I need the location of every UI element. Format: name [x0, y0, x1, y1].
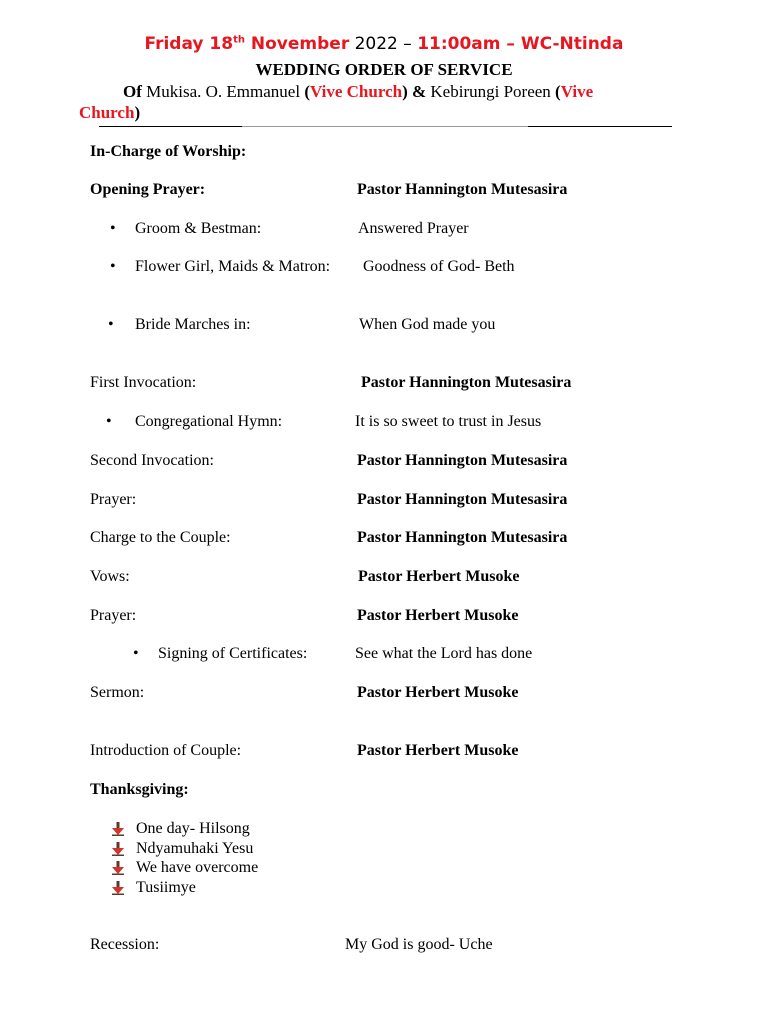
row-groom-bestman	[0, 218, 768, 240]
divider-right	[528, 126, 672, 127]
row-flower-girl	[0, 256, 768, 278]
row-congregational-hymn	[0, 411, 768, 433]
row-label: Opening Prayer:	[90, 181, 206, 198]
arrow-down-icon	[112, 822, 124, 836]
document-title: WEDDING ORDER OF SERVICE	[255, 60, 513, 79]
row-value: Pastor Herbert Musoke	[357, 607, 519, 624]
row-label: Introduction of Couple:	[90, 742, 242, 759]
row-value: Pastor Hannington Mutesasira	[357, 529, 568, 546]
bullet-icon: •	[133, 645, 139, 662]
row-label: Prayer:	[90, 491, 137, 508]
row-signing-certificates	[0, 643, 768, 665]
arrow-down-icon	[112, 881, 124, 895]
row-label: Flower Girl, Maids & Matron:	[135, 258, 331, 275]
row-value: Pastor Hannington Mutesasira	[357, 181, 568, 198]
arrow-down-icon	[112, 861, 124, 875]
of-label: Of	[123, 82, 142, 101]
row-prayer-1	[0, 489, 768, 511]
divider-left	[99, 126, 242, 127]
row-value: Goodness of God- Beth	[363, 258, 515, 275]
bullet-icon: •	[110, 258, 116, 275]
row-introduction-couple	[0, 740, 768, 762]
row-label: Groom & Bestman:	[135, 220, 262, 237]
paren-close-2: )	[134, 103, 141, 122]
row-opening-prayer	[0, 179, 768, 201]
row-label: Recession:	[90, 936, 160, 953]
row-value: It is so sweet to trust in Jesus	[355, 413, 542, 430]
date-suffix: th	[233, 34, 245, 46]
song-title: One day- Hilsong	[136, 820, 250, 837]
row-in-charge-worship	[0, 141, 768, 163]
row-value: Pastor Herbert Musoke	[357, 742, 519, 759]
row-vows	[0, 566, 768, 588]
row-second-invocation	[0, 450, 768, 472]
date-year: 2022 –	[349, 34, 418, 54]
bride-church: Vive Church	[79, 82, 594, 122]
row-label: Signing of Certificates:	[158, 645, 308, 662]
row-label: Prayer:	[90, 607, 137, 624]
row-value: My God is good- Uche	[345, 936, 493, 953]
row-label: Bride Marches in:	[135, 316, 251, 333]
row-value: When God made you	[359, 316, 496, 333]
row-bride-marches	[0, 314, 768, 336]
row-label: Vows:	[90, 568, 130, 585]
row-prayer-2	[0, 605, 768, 627]
row-sermon	[0, 682, 768, 704]
row-thanksgiving	[0, 779, 768, 801]
row-label: First Invocation:	[90, 374, 197, 391]
paren-open-1: (	[304, 82, 310, 101]
paren-open-2: (	[555, 82, 561, 101]
row-label: Congregational Hymn:	[135, 413, 283, 430]
bullet-icon: •	[110, 220, 116, 237]
row-value: Pastor Herbert Musoke	[358, 568, 520, 585]
row-value: Pastor Herbert Musoke	[357, 684, 519, 701]
bullet-icon: •	[108, 316, 114, 333]
paren-close-ampersand: ) &	[402, 82, 431, 101]
date-month: November	[244, 34, 350, 54]
row-label: Charge to the Couple:	[90, 529, 231, 546]
song-title: We have overcome	[136, 859, 259, 876]
couple-line	[79, 81, 639, 123]
song-title: Tusiimye	[136, 878, 196, 896]
row-label: In-Charge of Worship:	[90, 143, 247, 160]
service-venue: WC-Ntinda	[520, 34, 624, 54]
bullet-icon: •	[106, 413, 112, 430]
row-value: Pastor Hannington Mutesasira	[361, 374, 572, 391]
service-date-line	[0, 34, 768, 54]
bride-name: Kebirungi Poreen	[430, 82, 556, 101]
row-label: Sermon:	[90, 684, 145, 701]
date-day: Friday 18	[144, 34, 234, 54]
row-label: Second Invocation:	[90, 452, 214, 469]
row-value: Pastor Hannington Mutesasira	[357, 452, 568, 469]
song-title: Ndyamuhaki Yesu	[136, 839, 254, 857]
service-time: 11:00am	[417, 34, 501, 54]
groom-church: Vive Church	[309, 82, 403, 101]
row-value: See what the Lord has done	[355, 645, 533, 662]
row-label: Thanksgiving:	[90, 781, 189, 798]
divider-middle	[242, 126, 528, 127]
row-value: Pastor Hannington Mutesasira	[357, 491, 568, 508]
time-separator: –	[500, 34, 521, 54]
row-first-invocation	[0, 372, 768, 394]
row-value: Answered Prayer	[358, 220, 469, 237]
arrow-down-icon	[112, 842, 124, 856]
row-recession	[0, 934, 768, 956]
groom-name: Mukisa. O. Emmanuel	[141, 82, 305, 101]
row-charge-couple	[0, 527, 768, 549]
